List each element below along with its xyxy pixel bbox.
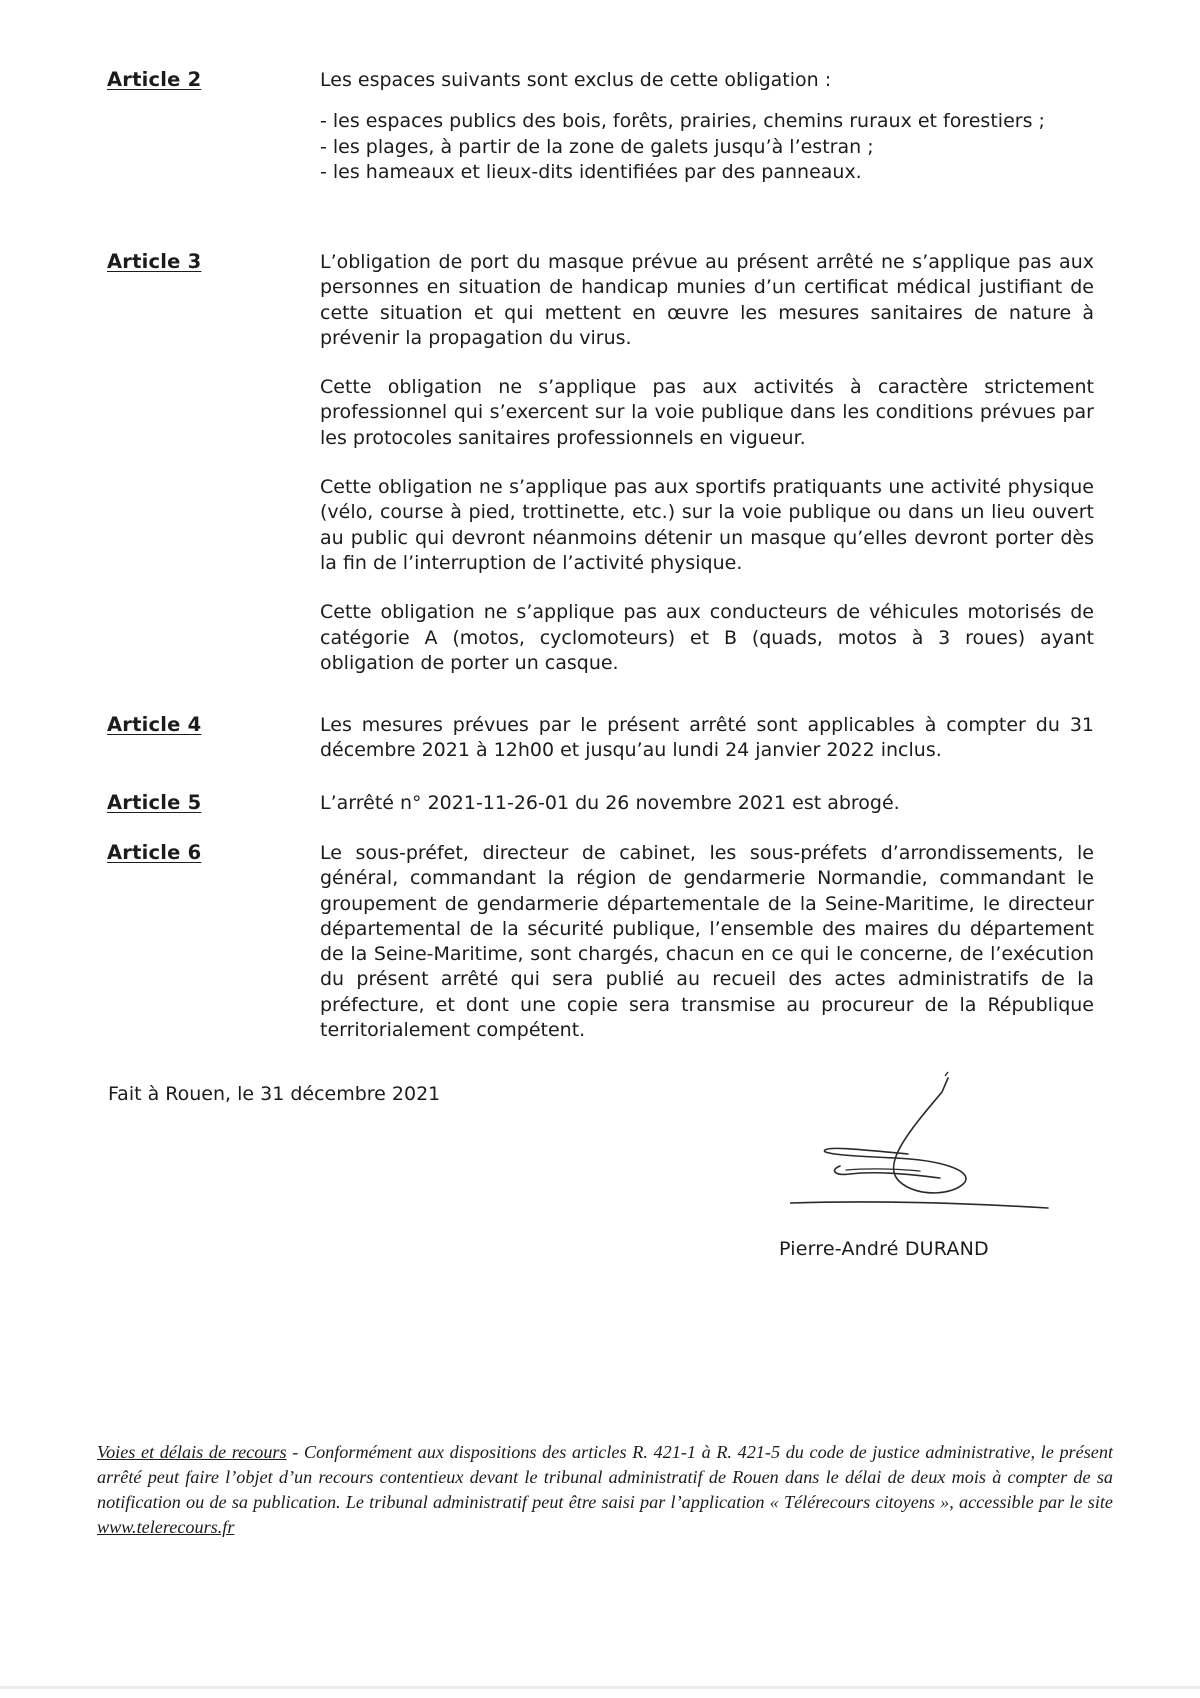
article-paragraph: L’obligation de port du masque prévue au présent arrêté ne s’applique pas aux personnes en situation de handicap munies d’un certificat médical justifiant de cette situation et qui mettent en œuvre les mesures sanitaires de nature à prévenir la propagation du virus. [320,251,1094,349]
article-body [320,713,1094,764]
list-item: - les plages, à partir de la zone de galets jusqu’à l’estran ; [320,135,874,158]
article-body [320,791,1094,816]
article-label: Article 5 [107,791,202,814]
article-paragraph: Cette obligation ne s’applique pas aux sportifs pratiquants une activité physique (vélo, course à pied, trottinette, etc.) sur la voie publique ou dans un lieu ouvert au public qui devront néanmoins détenir un masque qu’elles devront porter dès la fin de l’interruption de l’activité physique. [320,476,1094,574]
legal-remedies-note [97,1440,1113,1540]
article-paragraph: L’arrêté n° 2021-11-26-01 du 26 novembre 2021 est abrogé. [320,792,900,814]
article-body [320,841,1094,1043]
page-edge-shadow [0,1686,1200,1689]
article-paragraph: Les espaces suivants sont exclus de cette obligation : [320,69,832,91]
article-label: Article 2 [107,68,202,91]
article-paragraph: Cette obligation ne s’applique pas aux conducteurs de véhicules motorisés de catégorie A (motos, cyclomoteurs) et B (quads, motos à 3 roues) ayant obligation de porter un casque. [320,601,1094,674]
article-label: Article 3 [107,250,202,273]
article-body [320,250,1094,676]
article-paragraph: Les mesures prévues par le présent arrêté sont applicables à compter du 31 décembre 2021 à 12h00 et jusqu’au lundi 24 janvier 2022 inclus. [320,714,1094,762]
article-paragraph: Cette obligation ne s’applique pas aux activités à caractère strictement professionnel qui s’exercent sur la voie publique dans les conditions prévues par les protocoles sanitaires professionnels en vigueur. [320,376,1094,449]
handwritten-signature [790,1070,1060,1220]
signer-name: Pierre-André DURAND [779,1238,989,1260]
place-and-date: Fait à Rouen, le 31 décembre 2021 [108,1083,441,1105]
article-body [320,68,1094,185]
list-item: - les hameaux et lieux-dits identifiées par des panneaux. [320,160,862,183]
exclusion-list [320,109,1094,185]
telerecours-link[interactable]: www.telerecours.fr [97,1517,235,1537]
remedies-title: Voies et délais de recours [97,1442,287,1462]
article-label: Article 6 [107,841,202,864]
article-paragraph: Le sous-préfet, directeur de cabinet, les sous-préfets d’arrondissements, le général, commandant la région de gendarmerie Normandie, commandant le groupement de gendarmerie départementale de la Seine-Maritime, le directeur départemental de la sécurité publique, l’ensemble des maires du département de la Seine-Maritime, sont chargés, chacun en ce qui le concerne, de l’exécution du présent arrêté qui sera publié au recueil des actes administratifs de la préfecture, et dont une copie sera transmise au procureur de la République territorialement compétent. [320,842,1094,1042]
remedies-text: - Conformément aux dispositions des articles R. 421-1 à R. 421-5 du code de justice administrative, le présent arrêté peut faire l’objet d’un recours contentieux devant le tribunal administratif de Rouen dans le délai de deux mois à compter de sa notification ou de sa publication. Le tribunal administratif peut être saisi par l’application « Télérecours citoyens », accessible par le site [97,1442,1113,1512]
list-item: - les espaces publics des bois, forêts, prairies, chemins ruraux et forestiers ; [320,110,1045,133]
article-label: Article 4 [107,713,202,736]
